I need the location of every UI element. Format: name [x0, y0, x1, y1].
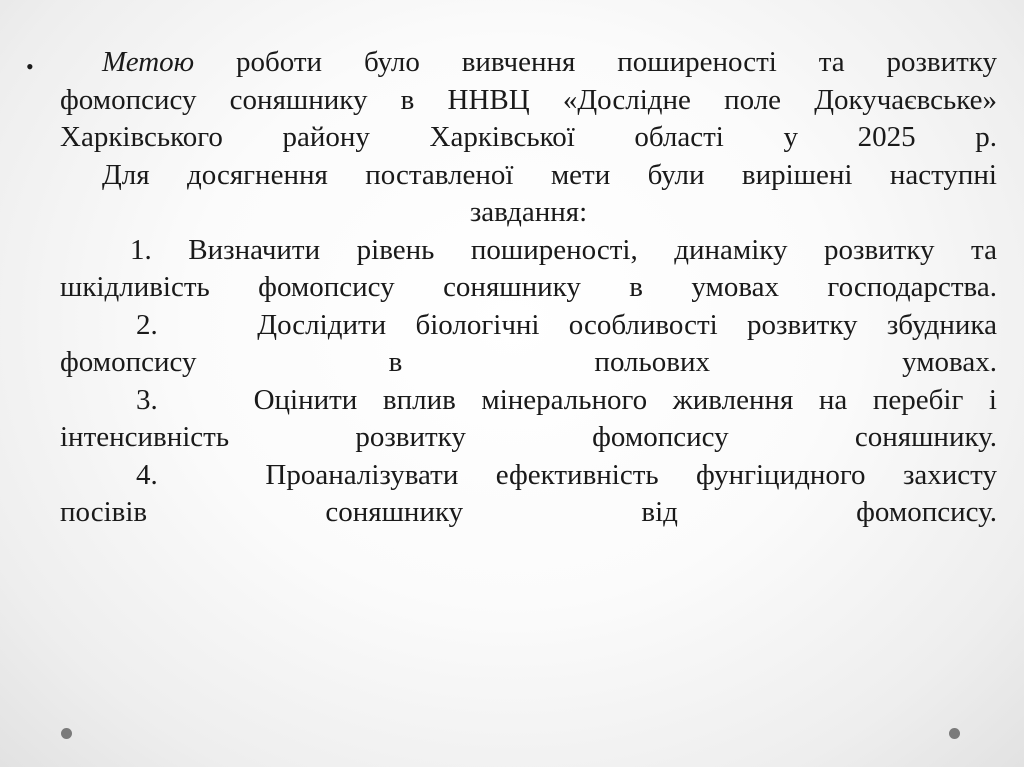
- word: «Дослідне: [562, 83, 691, 116]
- task-number: 4.: [136, 458, 158, 491]
- word: р.: [975, 121, 997, 153]
- word: перебіг: [872, 383, 964, 416]
- task-number: 2.: [136, 308, 158, 341]
- word: ННВЦ: [447, 83, 530, 116]
- word: фомопсису.: [856, 496, 997, 528]
- word: динаміку: [674, 233, 788, 266]
- word: вирішені: [741, 158, 853, 191]
- task-4-line-2: [60, 494, 997, 532]
- word: соняшнику.: [854, 421, 997, 453]
- intro-line-2: [60, 82, 997, 120]
- word: живлення: [672, 383, 794, 416]
- word: розвитку: [355, 421, 466, 453]
- word: Оцінити: [253, 383, 358, 416]
- goal-line-2: [60, 194, 997, 232]
- word: розвитку: [824, 233, 935, 266]
- word: соняшнику: [443, 271, 581, 303]
- word: були: [647, 158, 705, 191]
- word: в: [388, 346, 403, 378]
- word: умовах.: [902, 346, 997, 378]
- word: Проаналізувати: [265, 458, 459, 491]
- task-1-line-1: [60, 232, 997, 270]
- task-1-line-2: [60, 269, 997, 307]
- decorative-dot-right: [949, 728, 960, 739]
- word: області: [634, 121, 724, 153]
- task-2-line-1: [60, 307, 997, 345]
- task-2-line-2: [60, 344, 997, 382]
- word: фомопсису: [60, 83, 197, 116]
- intro-line-3: [60, 119, 997, 157]
- word: Визначити: [188, 233, 321, 266]
- word: рівень: [356, 233, 435, 266]
- bullet-marker: •: [26, 54, 34, 79]
- word: фунгіцидного: [696, 458, 866, 491]
- word: і: [988, 383, 997, 416]
- word: та: [971, 233, 997, 266]
- task-number: 1.: [130, 233, 152, 266]
- word: поширеності,: [470, 233, 638, 266]
- word: 2025: [857, 121, 916, 153]
- word: досягнення: [186, 158, 328, 191]
- word: фомопсису: [258, 271, 395, 303]
- word: Для: [102, 158, 150, 191]
- slide-text-block: [60, 44, 997, 532]
- goal-line-1: [60, 157, 997, 195]
- word: господарства.: [827, 271, 997, 303]
- word: поле: [724, 83, 782, 116]
- word: наступні: [889, 158, 997, 191]
- word: у: [783, 121, 798, 153]
- word: шкідливість: [60, 271, 210, 303]
- word: вплив: [382, 383, 456, 416]
- word: Докучаєвське»: [814, 83, 997, 116]
- word: мети: [550, 158, 611, 191]
- word: посівів: [60, 496, 148, 528]
- word: було: [363, 46, 420, 78]
- word: польових: [594, 346, 710, 378]
- word: та: [818, 46, 845, 78]
- word: біологічні: [415, 308, 540, 341]
- word: інтенсивність: [60, 421, 230, 453]
- word: розвитку: [747, 308, 858, 341]
- task-3-line-1: [60, 382, 997, 420]
- intro-line-1: [60, 44, 997, 82]
- word: Дослідити: [257, 308, 387, 341]
- word: соняшнику: [229, 83, 368, 116]
- word: завдання:: [469, 196, 588, 228]
- word: Харківської: [429, 121, 575, 153]
- word: соняшнику: [325, 496, 464, 528]
- decorative-dot-left: [61, 728, 72, 739]
- word: від: [641, 496, 678, 528]
- task-4-line-1: [60, 457, 997, 495]
- word: розвитку: [886, 46, 997, 78]
- word: захисту: [902, 458, 997, 491]
- word: ефективність: [495, 458, 659, 491]
- word: особливості: [568, 308, 718, 341]
- word: фомопсису: [592, 421, 729, 453]
- word: збудника: [886, 308, 997, 341]
- word: Харківського: [60, 121, 223, 153]
- word: поставленої: [365, 158, 514, 191]
- task-number: 3.: [136, 383, 158, 416]
- word: умовах: [691, 271, 780, 303]
- word: мінерального: [481, 383, 648, 416]
- word: на: [818, 383, 848, 416]
- word: фомопсису: [60, 346, 197, 378]
- word: району: [282, 121, 370, 153]
- word: в: [629, 271, 643, 303]
- word: роботи: [236, 46, 323, 78]
- word: в: [400, 83, 415, 116]
- word: вивчення: [461, 46, 576, 78]
- italic-word: Метою: [102, 46, 195, 78]
- word: поширеності: [617, 46, 777, 78]
- task-3-line-2: [60, 419, 997, 457]
